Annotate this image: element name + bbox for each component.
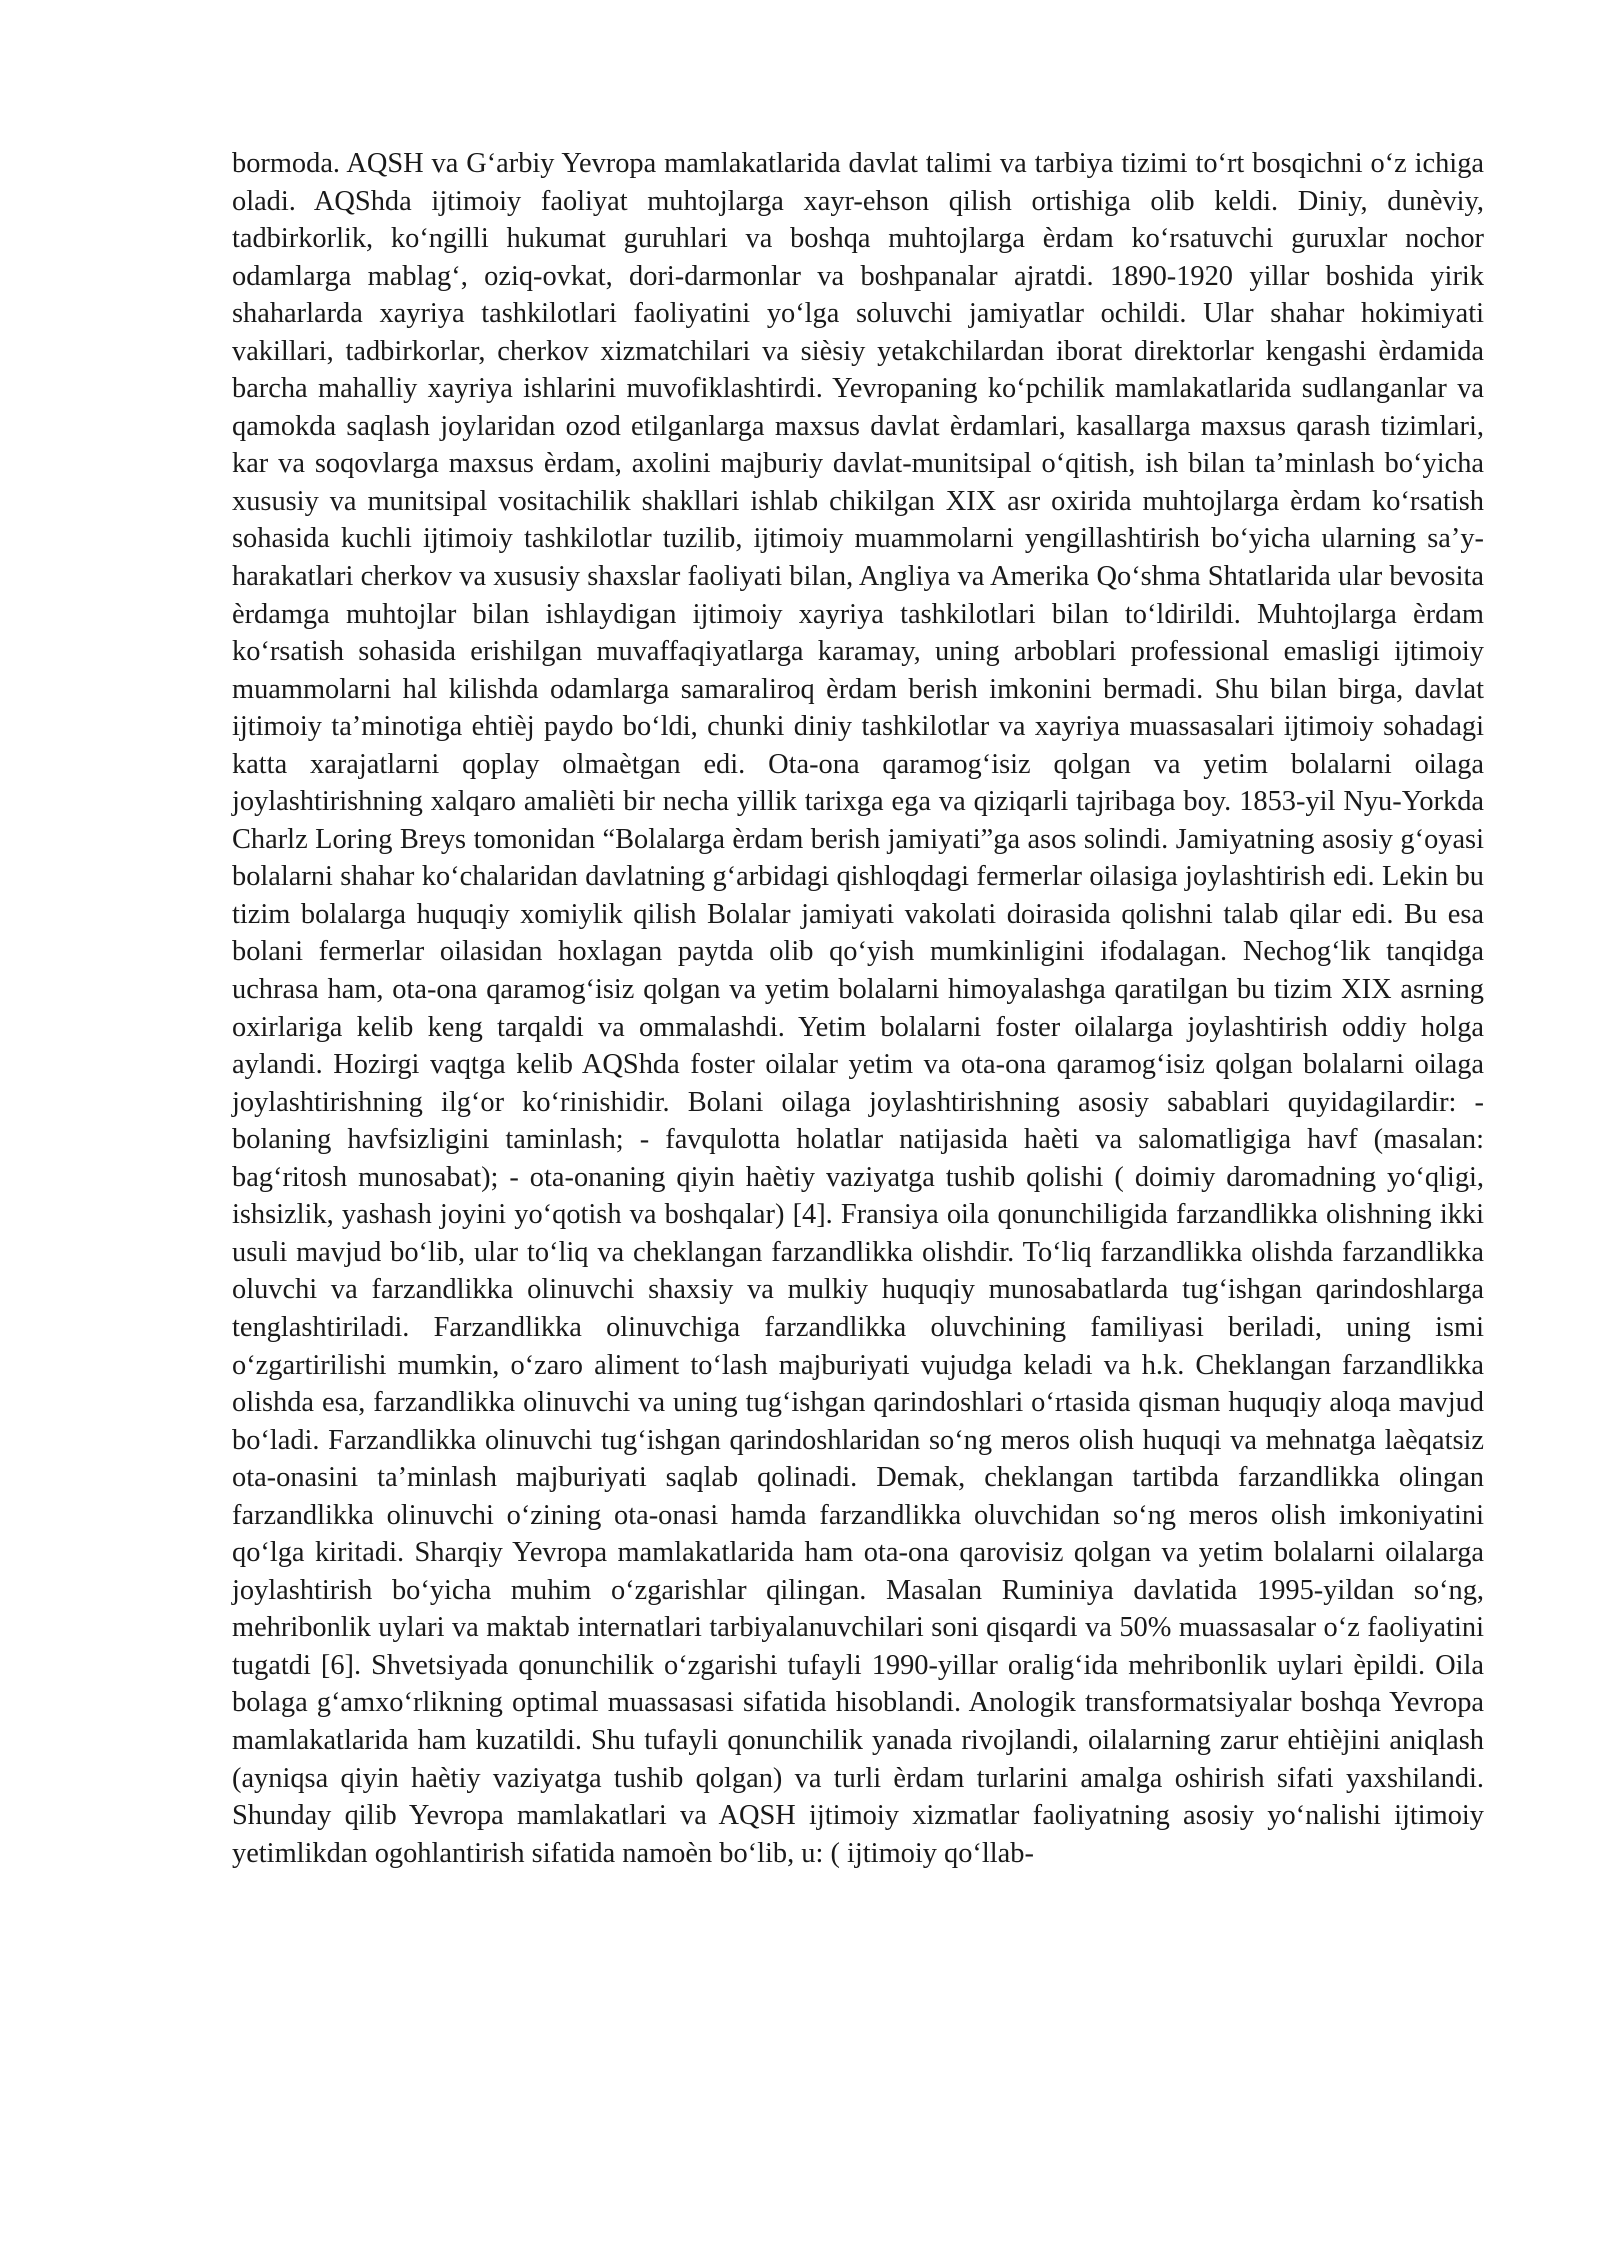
body-paragraph: bormoda. AQSH va G‘arbiy Yevropa mamlakatlarida davlat talimi va tarbiya tizimi to‘rt bosqichni o‘z ichiga oladi. AQShda ijtimoiy faoliyat muhtojlarga xayr-ehson qilish ortishiga olib keldi. Diniy, dunèviy, tadbirkorlik, ko‘ngilli hukumat guruhlari va boshqa muhtojlarga èrdam ko‘rsatuvchi guruxlar nochor odamlarga mablag‘, oziq-ovkat, dori-darmonlar va boshpanalar ajratdi. 1890-1920 yillar boshida yirik shaharlarda xayriya tashkilotlari faoliyatini yo‘lga soluvchi jamiyatlar ochildi. Ular shahar hokimiyati vakillari, tadbirkorlar, cherkov xizmatchilari va sièsiy yetakchilardan iborat direktorlar kengashi èrdamida barcha mahalliy xayriya ishlarini muvofiklashtirdi. Yevropaning ko‘pchilik mamlakatlarida sudlanganlar va qamokda saqlash joylaridan ozod etilganlarga maxsus davlat èrdamlari, kasallarga maxsus qarash tizimlari, kar va soqovlarga maxsus èrdam, axolini majburiy davlat-munitsipal o‘qitish, ish bilan ta’minlash bo‘yicha xususiy va munitsipal vositachilik shakllari ishlab chikilgan XIX asr oxirida muhtojlarga èrdam ko‘rsatish sohasida kuchli ijtimoiy tashkilotlar tuzilib, ijtimoiy muammolarni yengillashtirish bo‘yicha ularning sa’y-harakatlari cherkov va xususiy shaxslar faoliyati bilan, Angliya va Amerika Qo‘shma Shtatlarida ular bevosita èrdamga muhtojlar bilan ishlaydigan ijtimoiy xayriya tashkilotlari bilan to‘ldirildi. Muhtojlarga èrdam ko‘rsatish sohasida erishilgan muvaffaqiyatlarga karamay, uning arboblari professional emasligi ijtimoiy muammolarni hal kilishda odamlarga samaraliroq èrdam berish imkonini bermadi. Shu bilan birga, davlat ijtimoiy ta’minotiga ehtièj paydo bo‘ldi, chunki diniy tashkilotlar va xayriya muassasalari ijtimoiy sohadagi katta xarajatlarni qoplay olmaètgan edi. Ota-ona qaramog‘isiz qolgan va yetim bolalarni oilaga joylashtirishning xalqaro amalièti bir necha yillik tarixga ega va qiziqarli tajribaga boy. 1853-yil Nyu-Yorkda Charlz Loring Breys tomonidan “Bolalarga èrdam berish jamiyati”ga asos solindi. Jamiyatning asosiy g‘oyasi bolalarni shahar ko‘chalaridan davlatning g‘arbidagi qishloqdagi fermerlar oilasiga joylashtirish edi. Lekin bu tizim bolalarga huquqiy xomiylik qilish Bolalar jamiyati vakolati doirasida qolishni talab qilar edi. Bu esa bolani fermerlar oilasidan hoxlagan paytda olib qo‘yish mumkinligini ifodalagan. Nechog‘lik tanqidga uchrasa ham, ota-ona qaramog‘isiz qolgan va yetim bolalarni himoyalashga qaratilgan bu tizim XIX asrning oxirlariga kelib keng tarqaldi va ommalashdi. Yetim bolalarni foster oilalarga joylashtirish oddiy holga aylandi. Hozirgi vaqtga kelib AQShda foster oilalar yetim va ota-ona qaramog‘isiz qolgan bolalarni oilaga joylashtirishning ilg‘or ko‘rinishidir. Bolani oilaga joylashtirishning asosiy sabablari quyidagilardir: - bolaning havfsizligini taminlash; - favqulotta holatlar natijasida haèti va salomatligiga havf (masalan: bag‘ritosh munosabat); - ota-onaning qiyin haètiy vaziyatga tushib qolishi ( doimiy daromadning yo‘qligi, ishsizlik, yashash joyini yo‘qotish va boshqalar) [4]. Fransiya oila qonunchiligida farzandlikka olishning ikki usuli mavjud bo‘lib, ular to‘liq va cheklangan farzandlikka olishdir. To‘liq farzandlikka olishda farzandlikka oluvchi va farzandlikka olinuvchi shaxsiy va mulkiy huquqiy munosabatlarda tug‘ishgan qarindoshlarga tenglashtiriladi. Farzandlikka olinuvchiga farzandlikka oluvchining familiyasi beriladi, uning ismi o‘zgartirilishi mumkin, o‘zaro aliment to‘lash majburiyati vujudga keladi va h.k. Cheklangan farzandlikka olishda esa, farzandlikka olinuvchi va uning tug‘ishgan qarindoshlari o‘rtasida qisman huquqiy aloqa mavjud bo‘ladi. Farzandlikka olinuvchi tug‘ishgan qarindoshlaridan so‘ng meros olish huquqi va mehnatga laèqatsiz ota-onasini ta’minlash majburiyati saqlab qolinadi. Demak, cheklangan tartibda farzandlikka olingan farzandlikka olinuvchi o‘zining ota-onasi hamda farzandlikka oluvchidan so‘ng meros olish imkoniyatini qo‘lga kiritadi. Sharqiy Yevropa mamlakatlarida ham ota-ona qarovisiz qolgan va yetim bolalarni oilalarga joylashtirish bo‘yicha muhim o‘zgarishlar qilingan. Masalan Ruminiya davlatida 1995-yildan so‘ng, mehribonlik uylari va maktab internatlari tarbiyalanuvchilari soni qisqardi va 50% muassasalar o‘z faoliyatini tugatdi [6]. Shvetsiyada qonunchilik o‘zgarishi tufayli 1990-yillar oralig‘ida mehribonlik uylari èpildi. Oila bolaga g‘amxo‘rlikning optimal muassasasi sifatida hisoblandi. Anologik transformatsiyalar boshqa Yevropa mamlakatlarida ham kuzatildi. Shu tufayli qonunchilik yanada rivojlandi, oilalarning zarur ehtièjini aniqlash (ayniqsa qiyin haètiy vaziyatga tushib qolgan) va turli èrdam turlarini amalga oshirish sifati yaxshilandi. Shunday qilib Yevropa mamlakatlari va AQSH ijtimoiy xizmatlar faoliyatning asosiy yo‘nalishi ijtimoiy yetimlikdan ogohlantirish sifatida namoèn bo‘lib, u: ( ijtimoiy qo‘llab- — [232, 148, 1484, 1869]
